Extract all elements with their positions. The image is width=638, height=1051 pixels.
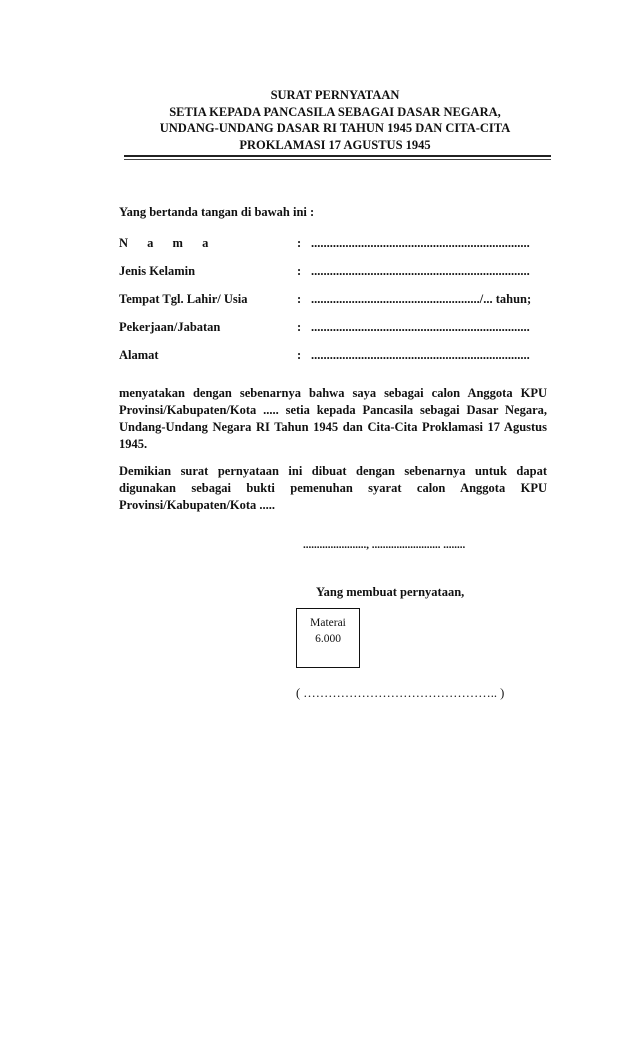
- field-alamat-colon: :: [297, 348, 302, 362]
- field-nama-label: N a m a: [119, 236, 217, 250]
- stamp-label: Materai: [310, 617, 346, 629]
- document-subtitle-line-1: SETIA KEPADA PANCASILA SEBAGAI DASAR NEGARA,: [169, 104, 501, 119]
- field-jenis-kelamin: [119, 264, 559, 282]
- document-subtitle-line-2: UNDANG-UNDANG DASAR RI TAHUN 1945 DAN CITA-CITA: [159, 121, 511, 135]
- statement-paragraph: menyatakan dengan sebenarnya bahwa saya sebagai calon Anggota KPU Provinsi/Kabupaten/Kota ..... setia kepada Pancasila sebagai Dasar Negara, Undang-Undang Negara RI Tahun 1945 dan Cita-Cita Proklamasi 17 Agustus 1945.: [119, 386, 547, 451]
- field-jenis-kelamin-value: ......................................................................: [311, 264, 530, 278]
- field-jenis-kelamin-label: Jenis Kelamin: [119, 264, 196, 278]
- signer-label: Yang membuat pernyataan,: [316, 585, 465, 599]
- field-alamat-value: ......................................................................: [311, 348, 530, 362]
- field-tempat-tgl-lahir-colon: :: [297, 292, 302, 306]
- header-divider-thick: [124, 155, 551, 157]
- field-pekerjaan-label: Pekerjaan/Jabatan: [119, 320, 221, 334]
- signature-line: ( ……………………………………….. ): [296, 686, 505, 700]
- document-subtitle-line-3: PROKLAMASI 17 AGUSTUS 1945: [239, 137, 431, 152]
- field-pekerjaan-value: ......................................................................: [311, 320, 530, 334]
- field-tempat-tgl-lahir: [119, 292, 559, 310]
- stamp-value: 6.000: [315, 633, 341, 645]
- intro-text: Yang bertanda tangan di bawah ini :: [119, 205, 315, 219]
- field-alamat-label: Alamat: [119, 348, 159, 362]
- field-nama: [119, 236, 559, 254]
- field-pekerjaan: [119, 320, 559, 338]
- field-nama-value: ......................................................................: [311, 236, 530, 250]
- header-divider-thin: [124, 159, 551, 160]
- field-tempat-tgl-lahir-value: ....................................................../... tahun;: [311, 292, 532, 306]
- field-nama-colon: :: [297, 236, 302, 250]
- document-title-block: [120, 87, 550, 153]
- document-title: SURAT PERNYATAAN: [270, 88, 400, 102]
- field-alamat: [119, 348, 559, 366]
- place-date-line: ......................., ......................... ........: [303, 539, 466, 551]
- field-jenis-kelamin-colon: :: [297, 264, 302, 278]
- field-tempat-tgl-lahir-label: Tempat Tgl. Lahir/ Usia: [119, 292, 248, 306]
- closing-paragraph: Demikian surat pernyataan ini dibuat dengan sebenarnya untuk dapat digunakan sebagai bukti pemenuhan syarat calon Anggota KPU Provinsi/Kabupaten/Kota .....: [119, 464, 547, 512]
- stamp-box: [296, 608, 360, 668]
- field-pekerjaan-colon: :: [297, 320, 302, 334]
